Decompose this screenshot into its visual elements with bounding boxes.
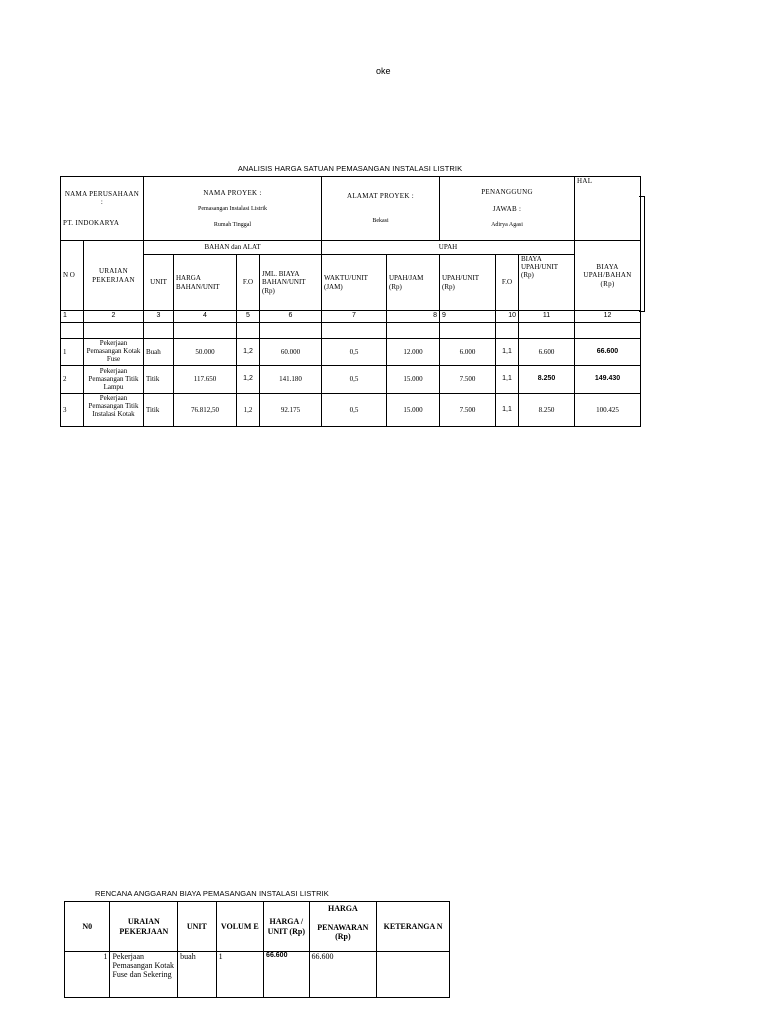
group-upah-header: UPAH: [322, 241, 575, 255]
row-upahjam: 15.000: [387, 394, 440, 427]
col-number: 6: [260, 311, 322, 323]
col-number: 2: [84, 311, 144, 323]
budget-col-ket: KETERANGA N: [377, 902, 450, 952]
col-uraian-header: URAIAN PEKERJAAN: [84, 241, 144, 311]
row-biaya-upah: 8.250: [519, 366, 575, 394]
col-number: 1: [61, 311, 84, 323]
col-upahjam-header: UPAH/JAM (Rp): [387, 255, 440, 311]
table-row: [61, 339, 641, 366]
row-no: 3: [61, 394, 84, 427]
row-upahunit: 6.000: [440, 339, 496, 366]
project-value-2: Rumah Tinggal: [213, 221, 252, 228]
project-label: NAMA PROYEK :: [203, 188, 262, 197]
budget-col-unit: UNIT: [178, 902, 216, 952]
row-fo: 1,2: [237, 394, 260, 427]
budget-col-penawaran: [309, 902, 377, 952]
budget-row-unit: buah: [178, 952, 216, 998]
budget-col-no: N0: [65, 902, 110, 952]
row-total: 149.430: [575, 366, 641, 394]
column-number-row: [61, 311, 641, 323]
col-unit-header: UNIT: [144, 255, 174, 311]
address-label: ALAMAT PROYEK :: [347, 192, 414, 201]
row-total: 100.425: [575, 394, 641, 427]
row-total: 66.600: [575, 339, 641, 366]
analysis-table: [60, 176, 641, 427]
pic-cell: [440, 177, 575, 241]
row-fo2: 1,1: [496, 394, 519, 427]
row-jml: 92.175: [260, 394, 322, 427]
row-unit: Titik: [144, 366, 174, 394]
col-number: 3: [144, 311, 174, 323]
row-upahunit: 7.500: [440, 394, 496, 427]
project-value-1: Pemasangan Instalasi Listrik: [198, 205, 267, 212]
company-label: NAMA PERUSAHAAN :: [64, 190, 140, 207]
row-fo: 1,2: [237, 339, 260, 366]
budget-col-volume: VOLUM E: [216, 902, 263, 952]
col-biaya-upah-header: BIAYA UPAH/UNIT (Rp): [519, 255, 575, 311]
row-harga: 117.650: [174, 366, 237, 394]
row-unit: Buah: [144, 339, 174, 366]
table-row: [61, 366, 641, 394]
hal-cell: [575, 177, 641, 241]
row-biaya-upah: 6.600: [519, 339, 575, 366]
budget-col-uraian: URAIAN PEKERJAAN: [110, 902, 178, 952]
row-upahjam: 15.000: [387, 366, 440, 394]
table-row: [61, 394, 641, 427]
col-number: 4: [174, 311, 237, 323]
group-header-row: [61, 241, 641, 255]
col-biaya-total-header: BIAYA UPAH/BAHAN (Rp): [575, 241, 641, 311]
row-uraian: Pekerjaan Pemasangan Titik Instalasi Kotak: [84, 394, 144, 427]
top-word: oke: [376, 66, 391, 76]
col-number: 7: [322, 311, 387, 323]
project-info-row: [61, 177, 641, 241]
budget-row-no: 1: [65, 952, 110, 998]
col-number: 8: [387, 311, 440, 323]
row-upahunit: 7.500: [440, 366, 496, 394]
budget-row-penawaran: 66.600: [309, 952, 377, 998]
row-harga: 76.812,50: [174, 394, 237, 427]
row-no: 2: [61, 366, 84, 394]
row-waktu: 0,5: [322, 394, 387, 427]
group-bahan-header: BAHAN dan ALAT: [144, 241, 322, 255]
col-jml-header: JML. BIAYA BAHAN/UNIT (Rp): [260, 255, 322, 311]
row-fo2: 1,1: [496, 366, 519, 394]
table-row: [65, 952, 450, 998]
budget-row-ket: [377, 952, 450, 998]
col-waktu-header: WAKTU/UNIT (JAM): [322, 255, 387, 311]
pic-label-2: JAWAB :: [492, 205, 522, 214]
col-number: 5: [237, 311, 260, 323]
col-number: 10: [496, 311, 519, 323]
budget-row-uraian: Pekerjaan Pemasangan Kotak Fuse dan Sekering: [110, 952, 178, 998]
col-harga-header: HARGA BAHAN/UNIT: [174, 255, 237, 311]
company-cell: [61, 177, 144, 241]
row-uraian: Pekerjaan Pemasangan Kotak Fuse: [84, 339, 144, 366]
budget-row-volume: 1: [216, 952, 263, 998]
row-harga: 50.000: [174, 339, 237, 366]
address-cell: [322, 177, 440, 241]
project-cell: [144, 177, 322, 241]
hal-label: HAL: [577, 177, 593, 185]
budget-col-penawaran-2: PENAWARAN (Rp): [317, 922, 369, 942]
row-uraian: Pekerjaan Pemasangan Titik Lampu: [84, 366, 144, 394]
budget-col-penawaran-1: HARGA: [327, 903, 358, 913]
column-header-row: [61, 255, 641, 311]
col-no-header: N O: [61, 241, 84, 311]
spacer-row: [61, 323, 641, 339]
pic-value: Adirya Agasi: [491, 222, 523, 229]
col-number: 11: [519, 311, 575, 323]
address-value: Bekasi: [372, 218, 389, 225]
row-waktu: 0,5: [322, 366, 387, 394]
row-jml: 60.000: [260, 339, 322, 366]
row-unit: Titik: [144, 394, 174, 427]
row-fo: 1,2: [237, 366, 260, 394]
budget-row-harga: 66.600: [264, 952, 309, 998]
budget-header-row: [65, 902, 450, 952]
col-fo2-header: F.O: [496, 255, 519, 311]
budget-col-harga: HARGA / UNIT (Rp): [264, 902, 309, 952]
col-upahunit-header: UPAH/UNIT (Rp): [440, 255, 496, 311]
company-value: PT. INDOKARYA: [63, 218, 120, 227]
budget-title: RENCANA ANGGARAN BIAYA PEMASANGAN INSTALASI LISTRIK: [95, 889, 329, 898]
col-number: 9: [440, 311, 496, 323]
row-biaya-upah: 8.250: [519, 394, 575, 427]
row-upahjam: 12.000: [387, 339, 440, 366]
col-fo1-header: F.O: [237, 255, 260, 311]
analysis-title: ANALISIS HARGA SATUAN PEMASANGAN INSTALASI LISTRIK: [237, 164, 463, 173]
col-number: 12: [575, 311, 641, 323]
row-no: 1: [61, 339, 84, 366]
row-waktu: 0,5: [322, 339, 387, 366]
row-jml: 141.180: [260, 366, 322, 394]
row-fo2: 1,1: [496, 339, 519, 366]
budget-table: [64, 901, 450, 998]
pic-label-1: PENANGGUNG: [481, 188, 533, 196]
